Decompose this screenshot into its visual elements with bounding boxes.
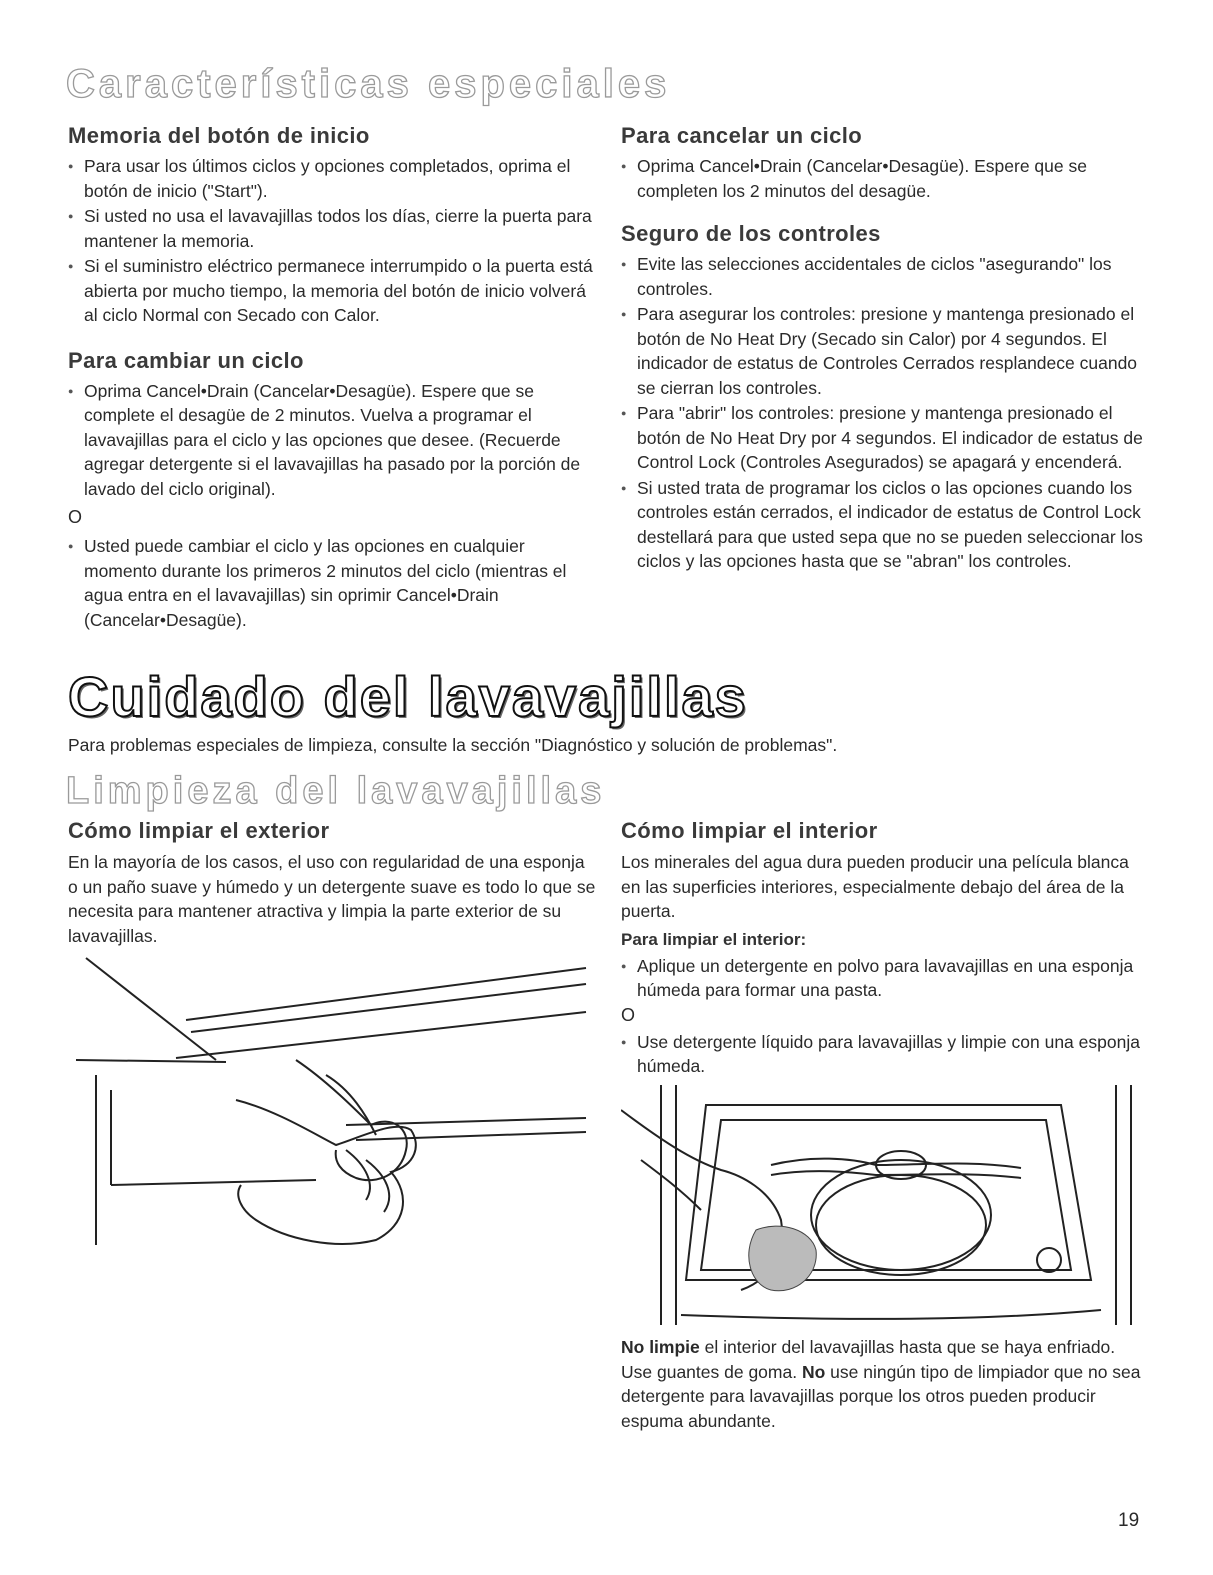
exterior-cleaning-illustration: [66, 950, 596, 1255]
caution-text-2: use ningún tipo de limpiador que no sea detergente para lavavajillas porque los otros pueden producir espuma abundante.: [621, 1361, 1141, 1431]
list-item: ● Para asegurar los controles: presione y mantenga presionado el botón de No Heat Dry (Secado sin Calor) por 4 segundos. El indicador de estatus de Controles Cerrados resplandece cuando se cierran los controles.: [621, 302, 1143, 400]
exterior-heading: Cómo limpiar el exterior: [68, 818, 330, 843]
cancelar-heading: Para cancelar un ciclo: [621, 123, 863, 148]
controls-section: [621, 123, 1143, 575]
list-item: ● Si usted no usa el lavavajillas todos los días, cierre la puerta para mantener la memoria.: [68, 204, 598, 253]
interior-section: [621, 818, 1143, 1080]
caution-bold-1: No limpie: [621, 1337, 700, 1357]
memoria-list: [68, 154, 598, 328]
section-title: Características especiales: [66, 62, 671, 106]
memoria-section: [68, 123, 598, 633]
or-label: O: [68, 507, 83, 527]
exterior-section: [68, 818, 598, 948]
list-item: ● Oprima Cancel•Drain (Cancelar•Desagüe). Espere que se complete el desagüe de 2 minutos. Vuelva a programar el lavavajillas para el ciclo y las opciones que desee. (Recuerde agregar detergente si el lavavajillas ha pasado por la porción de lavado del ciclo original).: [68, 379, 598, 502]
caution-text-1: el interior del lavavajillas hasta que se haya enfriado. Use guantes de goma.: [621, 1337, 1116, 1382]
seguro-list: [621, 252, 1143, 574]
interior-list-a: [621, 954, 1143, 1003]
list-item: ● Para "abrir" los controles: presione y mantenga presionado el botón de No Heat Dry por 4 segundos. El indicador de estatus de Control Lock (Controles Asegurados) se apagará y encenderá.: [621, 401, 1143, 475]
interior-list-b: [621, 1030, 1143, 1079]
page-number: 19: [1118, 1510, 1140, 1531]
list-item: ● Oprima Cancel•Drain (Cancelar•Desagüe). Espere que se completen los 2 minutos del desagüe.: [621, 154, 1143, 203]
interior-cleaning-illustration: [621, 1080, 1136, 1328]
cancelar-list: [621, 154, 1143, 203]
list-item: ● Aplique un detergente en polvo para lavavajillas en una esponja húmeda para formar una pasta.: [621, 954, 1143, 1003]
care-intro: Para problemas especiales de limpieza, consulte la sección "Diagnóstico y solución de problemas".: [68, 735, 838, 755]
list-item: ● Use detergente líquido para lavavajillas y limpie con una esponja húmeda.: [621, 1030, 1143, 1079]
cambiar-heading: Para cambiar un ciclo: [68, 347, 304, 373]
interior-or-label: O: [621, 1004, 636, 1025]
caution-bold-2: No: [801, 1361, 826, 1382]
limpieza-title: Limpieza del lavavajillas: [66, 770, 606, 812]
interior-subheading: Para limpiar el interior:: [621, 929, 807, 949]
seguro-heading: Seguro de los controles: [621, 221, 881, 246]
caution-note: [621, 1335, 1143, 1433]
list-item: ● Evite las selecciones accidentales de ciclos "asegurando" los controles.: [621, 252, 1143, 301]
list-item: ● Si usted trata de programar los ciclos o las opciones cuando los controles están cerrados, el indicador de estatus de Control Lock destellará para que usted sepa que no se pueden seleccionar los ciclos y las opciones hasta que se "abran" los controles.: [621, 476, 1143, 574]
cambiar-list-b: [68, 534, 598, 632]
interior-text: Los minerales del agua dura pueden producir una película blanca en las superficies interiores, especialmente debajo del área de la puerta.: [621, 852, 1129, 921]
list-item: ● Usted puede cambiar el ciclo y las opciones en cualquier momento durante los primeros 2 minutos del ciclo (mientras el agua entra en el lavavajillas) sin oprimir Cancel•Drain (Cancelar•Desagüe).: [68, 534, 598, 632]
care-title: Cuidado del lavavajillas: [68, 665, 748, 728]
exterior-text: En la mayoría de los casos, el uso con regularidad de una esponja o un paño suave y húmedo y un detergente suave es todo lo que se necesita para mantener atractiva y limpia la parte exterior de su lavavajillas.: [68, 852, 596, 946]
list-item: ● Si el suministro eléctrico permanece interrumpido o la puerta está abierta por mucho tiempo, la memoria del botón de inicio volverá al ciclo Normal con Secado con Calor.: [68, 254, 598, 328]
interior-heading: Cómo limpiar el interior: [621, 818, 878, 843]
memoria-heading: Memoria del botón de inicio: [68, 123, 370, 148]
cambiar-list-a: [68, 379, 598, 502]
list-item: ● Para usar los últimos ciclos y opciones completados, oprima el botón de inicio ("Start").: [68, 154, 598, 203]
